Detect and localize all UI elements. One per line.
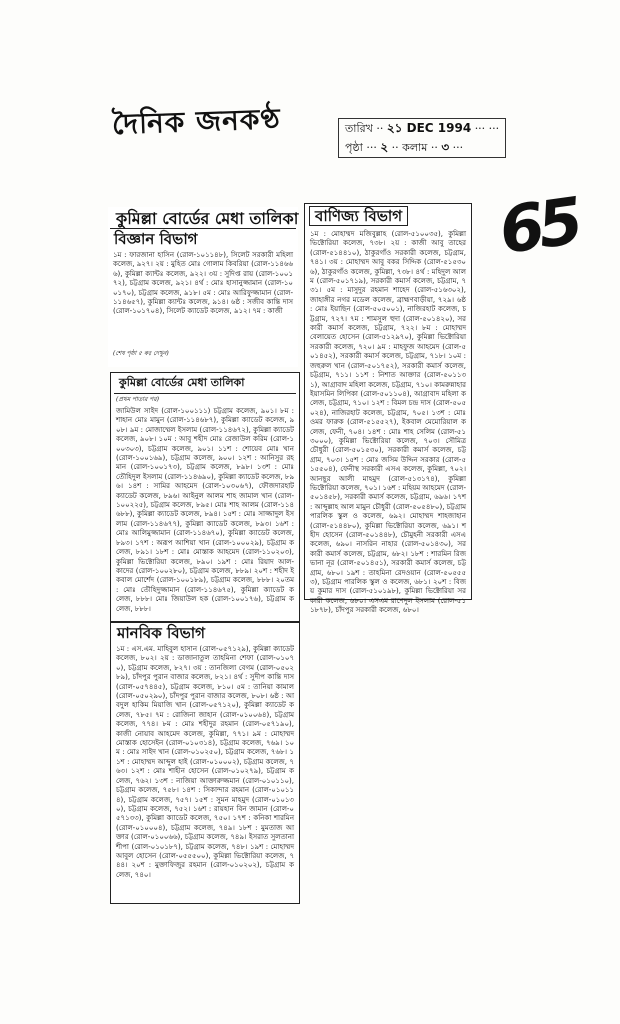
commerce-body-text: ১ম : মোহাম্মদ মজিবুল্লাহ (রোল-৫১০০৩৫), কুমিল্লা ভিক্টোরিয়া কলেজ, ৭৩৮। ২য় : কাজী আবু তাহের (রোল-৫১৪৪১০), ঠাকুরগাঁও সরকারী কলেজ, চট্টগ্রাম, ৭৪১। ৩য় : মোহাম্মদ আবু বকর সিদ্দিক (রোল-৫১৫৩০৬), ঠাকুরগাঁও কলেজ, কুমিল্লা, ৭৩৮। ৪র্থ : মহিদুল আলম (রোল-৫০১৭১৯), সরকারী কমার্স কলেজ, চট্টগ্রাম, ৭৩১। ৫ম : মাসুদুর রহমান শাহেদ (রোল-৫১৬৩০২), জাহাঙ্গীর নগর মডেল কলেজ, ব্রাহ্মণবাড়ীয়া, ৭২৯। ৬ষ্ঠ : মোঃ ইয়াছিন (রোল-৫০৫০০১), নাজিরহাট কলেজ, চট্টগ্রাম, ৭২৭। ৭ম : শামসুল হুদা (রোল-৫০১৪২০), সরকারী কমার্স কলেজ, চট্টগ্রাম, ৭২২। ৮ম : মোহাম্মদ বেলায়েত হোসেন (রোল-৫১২৯৭০), কুমিল্লা ভিক্টোরিয়া সরকারী কলেজ, ৭২০। ৯ম : মাহফুজ আহমেদ (রোল-৫০১৪৫২), সরকারী কমার্স কলেজ, চট্টগ্রাম, ৭১৮। ১০ম : জহুরুল খান (রোল-৫০১৭৫২), সরকারী কমার্স কলেজ, চট্টগ্রাম, ৭১১। ১১শ : নিশাত আক্তার (রোল-৫০১১৩১), আগ্রাবাদ মহিলা কলেজ, চট্টগ্রাম, ৭১০। কামরুন্নাহার ইয়াসমিন লিপিকা (রোল-৫০১১০৪), আগ্রাবাদ মহিলা কলেজ, চট্টগ্রাম, ৭১০। ১২শ : বিমল চন্দ্র দাস (রোল-৫০৫০২৪), নাজিরহাট কলেজ, চট্টগ্রাম, ৭০৫। ১৩শ : মোঃ ওমর ফারুক (রোল-৫১৫৫২৭), ইকবাল মেমোরিয়াল কলেজ, ফেনী, ৭০৪। ১৪শ : মোঃ শাহ সেলিম (রোল-৫১৩০০০), কুমিল্লা ভিক্টোরিয়া কলেজ, ৭০৩। সৌমিত্র চৌধুরী (রোল-৫০১৫৩০), সরকারী কমার্স কলেজ, চট্টগ্রাম, ৭০৩। ১৫শ : মোঃ জসিম উদ্দিন সরকার (রোল-৫১৫৫০৪), ফেনীস্থ সরকারী এসএ কলেজ, কুমিল্লা, ৭০২। আনছুর আলী মাহমুদ (রোল-৫১৩১৭৪), কুমিল্লা ভিক্টোরিয়া কলেজ, ৭০১। ১৬শ : মহিয়ম আহমেদ (রোল-৫০১৪৫৮), সরকারী কমার্স কলেজ, চট্টগ্রাম, ৬৯৬। ১৭শ : আব্দুল্লাহ আল মামুন চৌধুরী (রোল-৫০৫৪৮০), চট্টগ্রাম পারলিক স্কুল ও কলেজ, ৬৯২। মোহাম্মদ শাহজাহান (রোল-৫১৪৪৮০), কুমিল্লা ভিক্টোরিয়া কলেজ, ৬৯১। শহীদ হোসেন (রোল-৫০১৪৪৮), চৌমুহনী সরকারী এসএ কলেজ, ৬৯০। নাসরিন নাহার (রোল-৫০১৪৩০), সরকারী কমার্স কলেজ, চট্টগ্রাম, ৬৮২। ১৮শ : শারমিন রিজভানা নূর (রোল-৫০১৪৫১), সরকারী কমার্স কলেজ, চট্টগ্রাম, ৬৮০। ১৯শ : তাহমিনা রেদওয়ান (রোল-৫০৫৫৫৩), চট্টগ্রাম পারলিক স্কুল ও কলেজ, ৬৮১। ২০শ : বিজয় কুমার দাস (রোল-৫১০১৯৮), কুমিল্লা ভিক্টোরিয়া সরকারী কলেজ, ৬৮০। এসএম রাশেদুল ইসলাম (রোল-৫১১৮৭৮), চাঁদপুর সরকারী কলেজ, ৬৮০।: [310, 230, 467, 615]
stamp-date-label: তারিখ: [345, 122, 373, 135]
section-title-commerce: বাণিজ্য বিভাগ: [309, 206, 408, 226]
handwritten-page-number: 65: [495, 184, 582, 270]
clipping-science-front: [108, 207, 298, 367]
section-title-science: বিজ্ঞান বিভাগ: [114, 230, 198, 248]
section-title-humanities: মানবিক বিভাগ: [117, 624, 205, 642]
headline-merit-list-continued: কুমিল্লা বোর্ডের মেধা তালিকা: [114, 373, 296, 394]
stamp-date-row: তারিখ ·· ২১ DEC 1994 ··· ···: [345, 121, 500, 135]
archive-stamp: [338, 118, 506, 158]
newspaper-masthead: দৈনিক জনকণ্ঠ: [111, 102, 282, 141]
science-body-text: ১ম : ফারজানা হাসিন (রোল-১০১১৪৮), সিলেট সরকারী মহিলা কলেজ, ৯২৭। ২য় : মুহিত মোঃ গোলাম কিবরিয়া (রোল-১১৪৬৬৬), কুমিল্লা ক্যান্টঃ কলেজ, ৯২২। ৩য় : সুদিপ্ত রায় (রোল-১০০১৭২), চট্টগ্রাম কলেজ, ৯২১। ৪র্থ : মোঃ হাসানুজ্জামান (রোল-১০০১৭০), চট্টগ্রাম কলেজ, ৯১৮। ৫ম : মোঃ আরিফুজ্জামান (রোল-১১৪৬৫৭), কুমিল্লা ক্যান্টঃ কলেজ, ৯১৪। ৬ষ্ঠ : সজীব কান্তি দাস (রোল-১০১৭০৪), সিলেট ক্যাডেট কলেজ, ৯১২। ৭ম : কাজী: [113, 251, 293, 316]
clipping-humanities: [110, 622, 300, 904]
stamp-page-label: পৃষ্ঠা: [345, 141, 363, 154]
stamp-date-value: ২১ DEC 1994: [386, 121, 472, 135]
continued-from-note: (প্রথম পাতার পর): [116, 396, 159, 403]
headline-merit-list: কুমিল্লা বোর্ডের মেধা তালিকা: [110, 207, 296, 229]
clipping-science-continued: [110, 372, 300, 622]
stamp-page-row: পৃষ্ঠা ··· ২ ·· কলাম ·· ৩ ···: [345, 140, 464, 154]
science-continued-body-text: জামিউল সাইদ (রোল-১০০১১১) চট্টগ্রাম কলেজ, ৯০১। ৮ম : শাহান মোঃ মামুন (রোল-১১৪৬৮৭), কুমিল্লা ক্যাডেট কলেজ, ৯০৮। ৯ম : মোজাম্মেল ইসলাম (রোল-১১৪৬৭২), কুমিল্লা ক্যাডেট কলেজ, ৯০৮। ১০ম : আবু শহীদ মোঃ রেজাউল করিম (রোল-১০০৩০৩), চট্টগ্রাম কলেজ, ৯০১। ১১শ : শোয়েব মোঃ খান (রোল-১০০১৬৯), চট্টগ্রাম কলেজ, ৯০০। ১২শ : আনিসুর রহমান (রোল-১০০১৭৩), চট্টগ্রাম কলেজ, ৮৯৮। ১৩শ : মোঃ তৌহিদুল ইসলাম (রোল-১১৪৬৯০), কুমিল্লা ক্যাডেট কলেজ, ৮৯৬। ১৪শ : সামির আহমেদ (রোল-১০৩০৬৭), ফৌজদারহাট ক্যাডেট কলেজ, ৮৯৬। আইনুল আলম শাহ জামাল খান (রোল-১০০২২৫), চট্টগ্রাম কলেজ, ৮৯৫। মোঃ শাহ আলম (রোল-১১৪৬৮৮), কুমিল্লা ক্যাডেট কলেজ, ৮৯৪। ১৫শ : মোঃ সাজ্জাদুল ইসলাম (রোল-১১৪৬৭৭), কুমিল্লা ক্যাডেট কলেজ, ৮৯৩। ১৬শ : মোঃ আলিমুজ্জামান (রোল-১১৪৬৭০), কুমিল্লা ক্যাডেট কলেজ, ৮৯৩। ১৭শ : অরূপ আশিয়া খান (রোল-১০০০২৯), চট্টগ্রাম কলেজ, ৮৯১। ১৮শ : মোঃ মোস্তাক আহমেদ (রোল-১১০২০৩), কুমিল্লা ভিক্টোরিয়া কলেজ, ৮৯০। ১৯শ : মোঃ রিয়াদ আল-কাদের (রোল-১০০২৮০), চট্টগ্রাম কলেজ, ৮৮৯। ২০শ : শহীদ ইকবাল মোর্শেদ (রোল-১০০১৮৯), চট্টগ্রাম কলেজ, ৮৮৮। ২০তম : মোঃ তৌহিদুজ্জামান (রোল-১১৪৬৭৫), কুমিল্লা ক্যাডেট কলেজ, ৮৮৮। মোঃ জিয়াউল হক (রোল-১০০১৭৬), চট্টগ্রাম কলেজ, ৮৮৮।: [116, 407, 294, 613]
continued-note: (শেষ পৃষ্ঠা ৫ কঃ দেখুন): [113, 350, 169, 357]
stamp-page-value: ২: [380, 140, 389, 154]
stamp-column-value: ৩: [441, 140, 450, 154]
humanities-body-text: ১ম : এস.এম. মাহিবুল হাসান (রোল-০৫৭১২৯), কুমিল্লা ক্যাডেট কলেজ, ৮০২। ২য় : ডাজানাতুল তাহমিনা শেফা (রোল-০১০৭০), চট্টগ্রাম কলেজ, ৮২৭। ৩য় : তানজিলা বেগম (রোল-০৫০২৮৯), চাঁদপুর পুরান বাজার কলেজ, ৮২১। ৪র্থ : সুদীপ কান্তি দাস (রোল-০৫৭৪৪৫), চট্টগ্রাম কলেজ, ৮১০। ৫ম : তানিয়া কামাল (রোল-০৫০২৯০), চাঁদপুর পুরান বাজার কলেজ, ৮০৮। ৬ষ্ঠ : আবদুল হাকিম মিয়াজি খান (রোল-০৫৭১২০), কুমিল্লা ক্যাডেট কলেজ, ৭৮৫। ৭ম : রোজিনা জাহান (রোল-০১০০৬৪), চট্টগ্রাম কলেজ, ৭৭৪। ৮ম : মোঃ শহীদুর রহমান (রোল-০৫৭১৯০), কাজী নোয়াব আহমেদ কলেজ, কুমিল্লা, ৭৭১। ৯ম : মোহাম্মদ মোস্তাক হোসেইন (রোল-০১০৩১৪), চট্টগ্রাম কলেজ, ৭৬৯। ১০ম : মোঃ সাইদ খান (রোল-০১০২৫০), চট্টগ্রাম কলেজ, ৭৬৮। ১১শ : মোহাম্মদ আব্দুল হাই (রোল-০১০০০২), চট্টগ্রাম কলেজ, ৭৬৩। ১২শ : মোঃ শাহীন হোসেন (রোল-০১০২৭৯), চট্টগ্রাম কলেজ, ৭৬২। ১৩শ : নাজিয়া আক্তারুজ্জমান (রোল-০১০১১০), চট্টগ্রাম কলেজ, ৭৫৮। ১৪শ : সিকান্দার রহমান (রোল-০১০১১৪), চট্টগ্রাম কলেজ, ৭৫৭। ১৫শ : সুমন মাহমুদ (রোল-০১০১৩০), চট্টগ্রাম কলেজ, ৭৫২। ১৬শ : রায়হান বিন জামান (রোল-০৫৭১৩৩), কুমিল্লা ক্যাডেট কলেজ, ৭৫০। ১৭শ : কনিকা শারমিন (রোল-০১০০০৪), চট্টগ্রাম কলেজ, ৭৪৯। ১৮শ : মুমতাজ আক্তার (রোল-০১০০৬৬), চট্টগ্রাম কলেজ, ৭৪৯। ইসরাত সুলতানা শীপা (রোল-০১০১৮৭), চট্টগ্রাম কলেজ, ৭৪৮। ১৯শ : মোহাম্মদ আবুল হোসেন (রোল-০৫৫৫০০), কুমিল্লা ভিক্টোরিয়া কলেজ, ৭৪৪। ২০শ : মুক্তাফিজুর রহমান (রোল-০১০২০২), চট্টগ্রাম কলেজ, ৭৪০।: [116, 645, 294, 879]
clipping-commerce: [304, 203, 472, 615]
stamp-column-label: কলাম: [402, 141, 428, 154]
